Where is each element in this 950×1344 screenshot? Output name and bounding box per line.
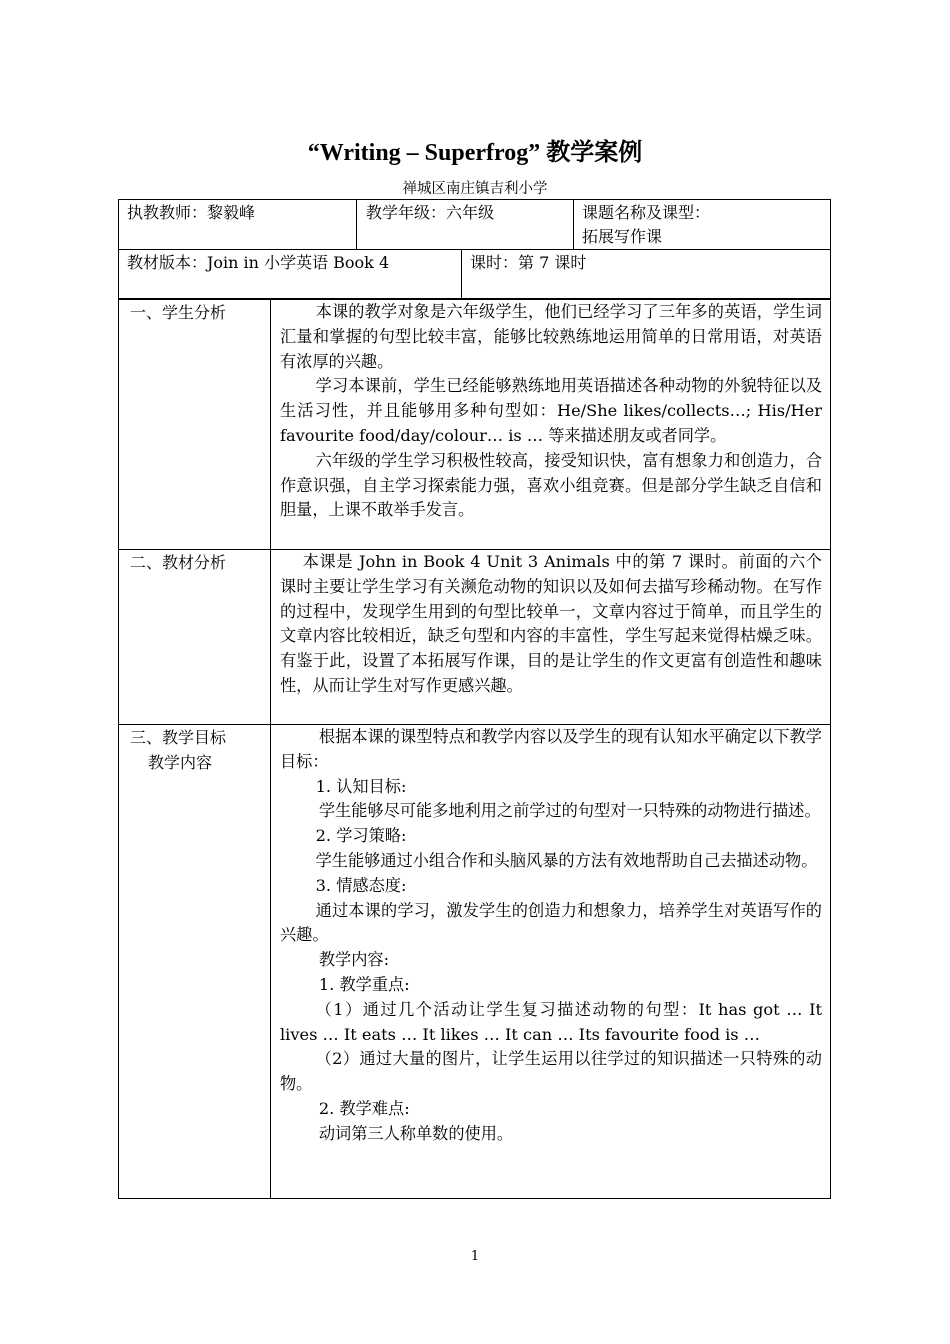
content-title: 教学内容: (318, 950, 390, 970)
section-2-paragraph-1: 本课是 John in Book 4 Unit 3 Animals 中的第 7 课时。前面的六个课时主要让学生学习有关濒危动物的知识以及如何去描写珍稀动物。在写作的过程中，发现学生用到的句型比较单一，文章内容过于简单，而且学生的文章内容比较相近，缺乏句型和内容的丰富性，学生写起来觉得枯燥乏味。有鉴于此，设置了本拓展写作课，目的是让学生的作文更富有创造性和趣味性，从而让学生对写作更感兴趣。 (280, 552, 822, 695)
section-1-label: 一、学生分析 (130, 303, 227, 322)
page-number: 1 (470, 1249, 480, 1264)
section-3-sublabel: 教学内容 (148, 753, 213, 772)
school-name: 禅城区南庄镇吉利小学 (402, 181, 548, 197)
grade-field: 教学年级：六年级 (366, 203, 495, 222)
key-point-title: 1. 教学重点: (318, 974, 410, 994)
section-2-content (280, 550, 822, 699)
lesson-field: 课时：第 7 课时 (470, 253, 587, 272)
goal-3-text: 通过本课的学习，激发学生的创造力和想象力，培养学生对英语写作的兴趣。 (280, 900, 822, 945)
difficulty-title: 2. 教学难点: (318, 1098, 410, 1118)
goal-2-title: 2. 学习策略: (315, 826, 407, 846)
goal-3-title: 3. 情感态度: (315, 875, 407, 895)
difficulty-text: 动词第三人称单数的使用。 (318, 1123, 514, 1143)
goal-2-text: 学生能够通过小组合作和头脑风暴的方法有效地帮助自己去描述动物。 (315, 850, 818, 870)
section-3-intro: 根据本课的课型特点和教学内容以及学生的现有认知水平确定以下教学目标： (280, 727, 822, 771)
section-2-label: 二、教材分析 (130, 553, 227, 572)
topic-value: 拓展写作课 (582, 227, 663, 246)
section-1-paragraph-1: 本课的教学对象是六年级学生，他们已经学习了三年多的英语，学生词汇量和掌握的句型比较丰富，能够比较熟练地运用简单的日常用语，对英语有浓厚的兴趣。 (280, 302, 822, 371)
section-1-paragraph-2: 学习本课前，学生已经能够熟练地用英语描述各种动物的外貌特征以及生活习性，并且能够用多种句型如：He/She likes/collects…; His/Her favourite food/day/colour… is … 等来描述朋友或者同学。 (280, 376, 822, 445)
page-title: “Writing – Superfrog” 教学案例 (307, 140, 643, 166)
key-point-1: （1）通过几个活动让学生复习描述动物的句型：It has got … It lives … It eats … It likes … It can … Its favourite food is … (280, 999, 822, 1044)
section-1-paragraph-3: 六年级的学生学习积极性较高，接受知识快，富有想象力和创造力，合作意识强，自主学习探索能力强，喜欢小组竞赛。但是部分学生缺乏自信和胆量，上课不敢举手发言。 (280, 450, 822, 520)
teacher-field: 执教教师：黎毅峰 (127, 203, 256, 222)
goal-1-text: 学生能够尽可能多地利用之前学过的句型对一只特殊的动物进行描述。 (318, 801, 821, 821)
goal-1-title: 1. 认知目标: (315, 776, 407, 796)
section-1-content (280, 300, 822, 523)
section-3-label: 三、教学目标 (130, 728, 227, 747)
textbook-field: 教材版本：Join in 小学英语 Book 4 (127, 253, 390, 272)
section-3-content (280, 725, 822, 1147)
key-point-2: （2）通过大量的图片，让学生运用以往学过的知识描述一只特殊的动物。 (280, 1049, 822, 1094)
topic-label: 课题名称及课型： (582, 203, 711, 222)
